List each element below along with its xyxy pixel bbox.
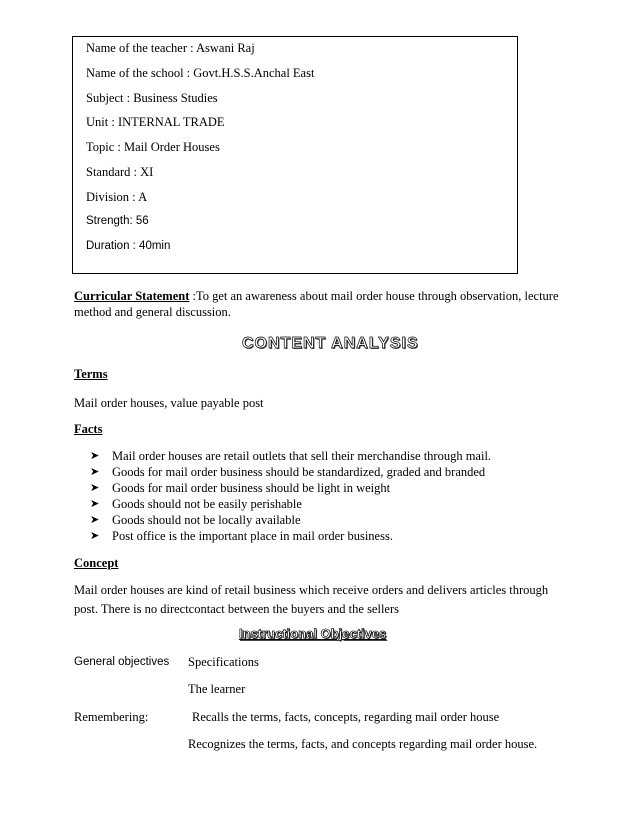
learner-label: The learner — [188, 682, 246, 696]
subject: Subject : Business Studies — [86, 91, 218, 105]
instructional-objectives-heading: Instructional Objectives — [239, 626, 387, 641]
curricular-statement — [74, 289, 559, 304]
school-name: Name of the school : Govt.H.S.S.Anchal East — [86, 66, 315, 80]
concept-text-line2: post. There is no directcontact between the buyers and the sellers — [74, 602, 400, 616]
recalls-text: Recalls the terms, facts, concepts, regarding mail order house — [192, 710, 500, 724]
list-item: ➤ Goods for mail order business should be light in weight — [90, 481, 391, 495]
concept-heading: Concept — [74, 556, 119, 570]
concept-text-line1: Mail order houses are kind of retail business which receive orders and delivers articles through — [74, 583, 549, 597]
duration: Duration : 40min — [86, 240, 171, 252]
facts-heading: Facts — [74, 422, 103, 436]
remembering-label: Remembering: — [74, 710, 149, 724]
strength: Strength: 56 — [86, 215, 149, 227]
teacher-name: Name of the teacher : Aswani Raj — [86, 41, 255, 55]
arrow-bullet-icon: ➤ — [90, 481, 100, 494]
terms-text: Mail order houses, value payable post — [74, 396, 264, 410]
arrow-bullet-icon: ➤ — [90, 449, 100, 462]
arrow-bullet-icon: ➤ — [90, 513, 100, 526]
list-item: ➤ Goods should not be easily perishable — [90, 497, 302, 511]
terms-heading: Terms — [74, 367, 108, 381]
topic: Topic : Mail Order Houses — [86, 140, 220, 154]
list-item: ➤ Goods should not be locally available — [90, 513, 301, 527]
unit: Unit : INTERNAL TRADE — [86, 115, 225, 129]
arrow-bullet-icon: ➤ — [90, 497, 100, 510]
general-objectives-label: General objectives — [74, 656, 170, 668]
content-analysis-heading: CONTENT ANALYSIS — [242, 335, 419, 352]
division: Division : A — [86, 190, 148, 204]
list-item: ➤ Goods for mail order business should be standardized, graded and branded — [90, 465, 486, 479]
recognizes-text: Recognizes the terms, facts, and concepts regarding mail order house. — [188, 737, 538, 751]
list-item: ➤ Post office is the important place in mail order business. — [90, 529, 393, 543]
standard: Standard : XI — [86, 165, 154, 179]
curricular-text-line2: method and general discussion. — [74, 305, 231, 319]
list-item: ➤ Mail order houses are retail outlets that sell their merchandise through mail. — [90, 449, 492, 463]
curricular-label: Curricular Statement — [74, 289, 190, 303]
specifications-label: Specifications — [188, 655, 259, 669]
arrow-bullet-icon: ➤ — [90, 465, 100, 478]
arrow-bullet-icon: ➤ — [90, 529, 100, 542]
curricular-text-line1: :To get an awareness about mail order house through observation, lecture — [189, 289, 559, 303]
